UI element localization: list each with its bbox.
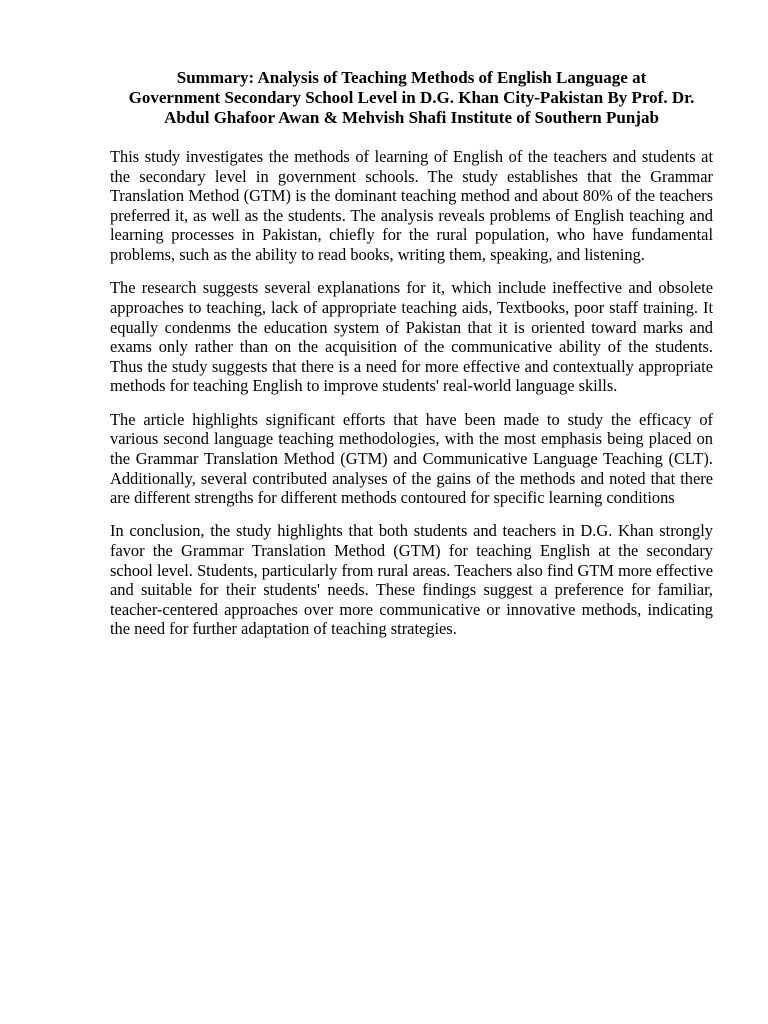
title-line-1: Summary: Analysis of Teaching Methods of English Language at bbox=[176, 68, 647, 87]
title-line-2: Government Secondary School Level in D.G. Khan City-Pakistan By Prof. Dr. bbox=[128, 88, 695, 107]
title-line-3: Abdul Ghafoor Awan & Mehvish Shafi Institute of Southern Punjab bbox=[164, 108, 659, 127]
document-page bbox=[110, 68, 713, 639]
paragraph-research-explanations: The research suggests several explanations for it, which include ineffective and obsolete approaches to teaching, lack of appropriate teaching aids, Textbooks, poor staff training. It equally condenms the education system of Pakistan that it is oriented toward marks and exams only rather than on the acquisition of the communicative ability of the students. Thus the study suggests that there is a need for more effective and contextually appropriate methods for teaching English to improve students' real-world language skills. bbox=[110, 278, 713, 396]
paragraph-article-highlights: The article highlights significant efforts that have been made to study the efficacy of various second language teaching methodologies, with the most emphasis being placed on the Grammar Translation Method (GTM) and Communicative Language Teaching (CLT). Additionally, several contributed analyses of the gains of the methods and noted that there are different strengths for different methods contoured for specific learning conditions bbox=[110, 409, 713, 508]
paragraph-introduction: This study investigates the methods of learning of English of the teachers and students at the secondary level in government schools. The study establishes that the Grammar Translation Method (GTM) is the dominant teaching method and about 80% of the teachers preferred it, as well as the students. The analysis reveals problems of English teaching and learning processes in Pakistan, chiefly for the rural population, who have fundamental problems, such as the ability to read books, writing them, speaking, and listening. bbox=[110, 147, 713, 264]
document-title bbox=[110, 68, 713, 128]
paragraph-conclusion: In conclusion, the study highlights that both students and teachers in D.G. Khan strongly favor the Grammar Translation Method (GTM) for teaching English at the secondary school level. Students, particularly from rural areas. Teachers also find GTM more effective and suitable for their students' needs. These findings suggest a preference for familiar, teacher-centered approaches over more communicative or innovative methods, indicating the need for further adaptation of teaching strategies. bbox=[110, 521, 713, 639]
